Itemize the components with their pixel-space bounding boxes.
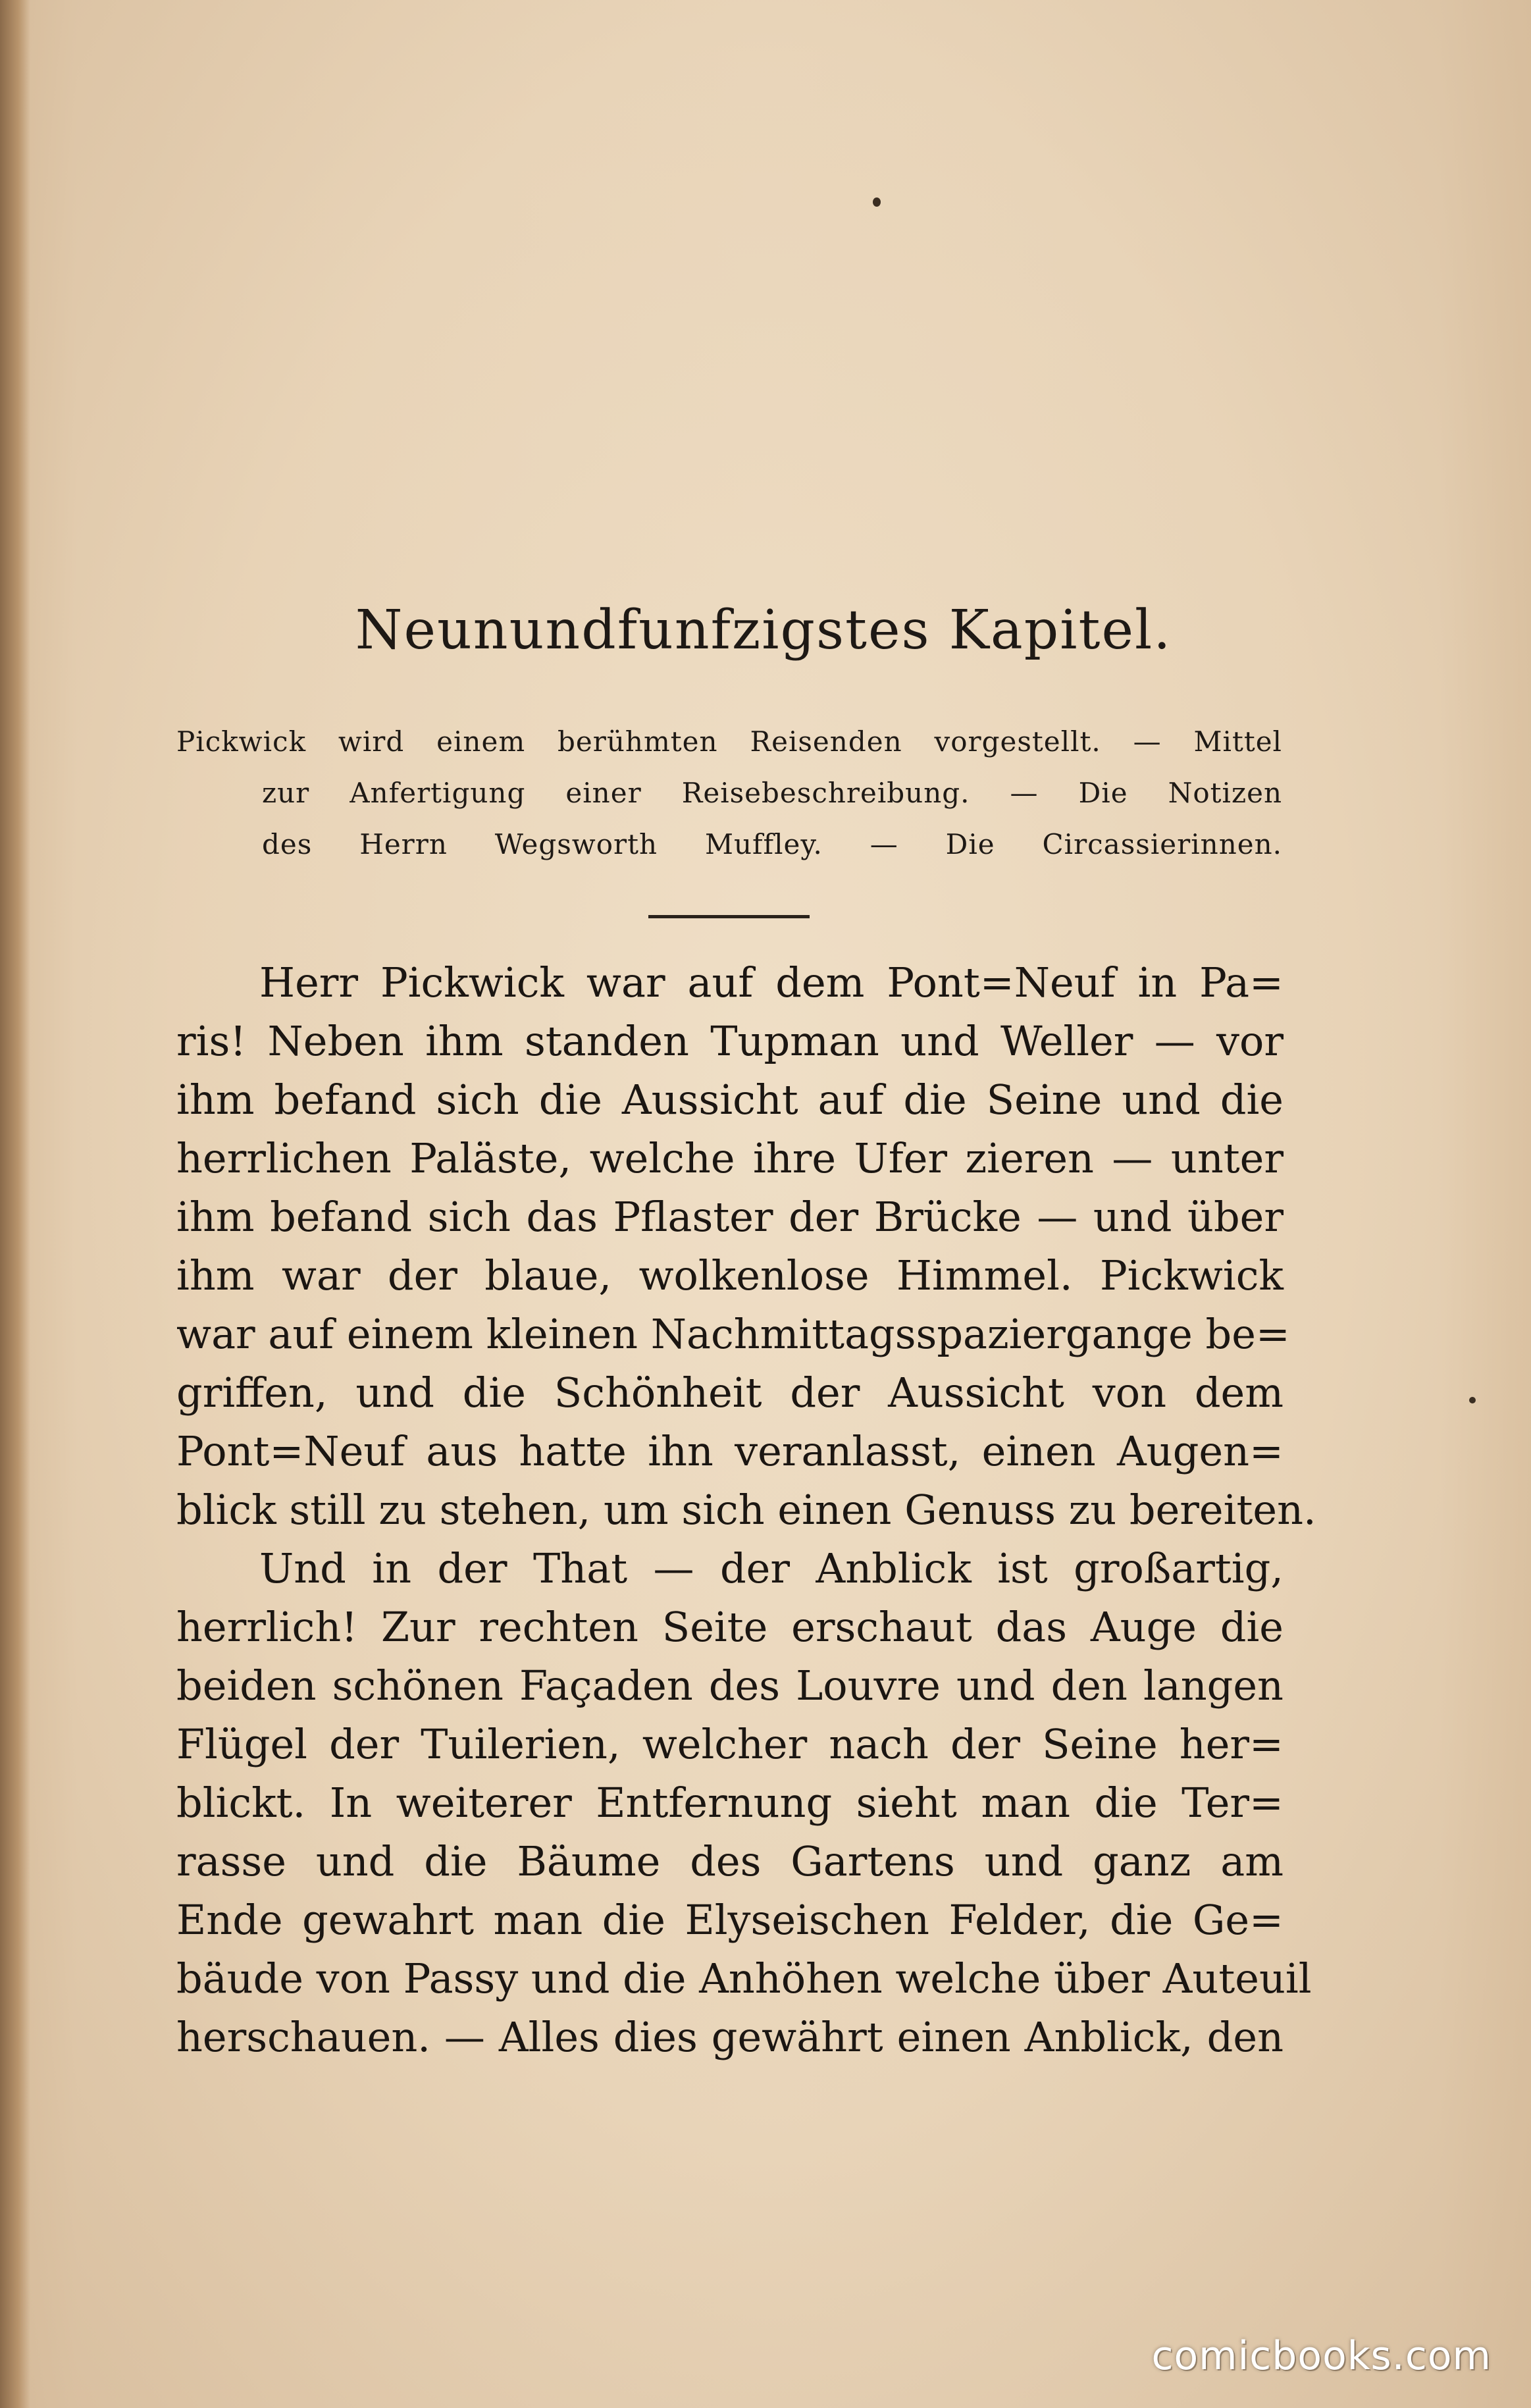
text-line: Pont=Neuf aus hatte ihn veranlasst, einen Augen= [176,1427,1284,1475]
text-line: Ende gewahrt man die Elyseischen Felder, die Ge= [176,1896,1284,1944]
text-line: bäude von Passy und die Anhöhen welche über Auteuil [176,1954,1312,2002]
chapter-summary [176,716,1282,870]
text-line: ihm befand sich die Aussicht auf die Seine und die [176,1076,1284,1124]
text-line: ihm war der blaue, wolkenlose Himmel. Pickwick [176,1251,1284,1299]
text-line: herrlich! Zur rechten Seite erschaut das Auge die [176,1603,1284,1651]
text-line: Flügel der Tuilerien, welcher nach der Seine her= [176,1720,1284,1768]
text-line: blick still zu stehen, um sich einen Genuss zu bereiten. [176,1486,1316,1534]
page-gutter-edge [0,0,30,2408]
text-line: Herr Pickwick war auf dem Pont=Neuf in Pa= [259,958,1284,1007]
summary-line: Pickwick wird einem berühmten Reisenden vorgestellt. — Mittel [176,725,1282,758]
chapter-title: Neunundfunfzigstes Kapitel. [355,599,1172,662]
ink-speck [1469,1397,1476,1403]
watermark: comicbooks.com [1151,2333,1492,2379]
text-line: beiden schönen Façaden des Louvre und den langen [176,1662,1284,1710]
summary-line: des Herrn Wegsworth Muffley. — Die Circassierinnen. [262,828,1282,860]
text-line: Und in der That — der Anblick ist großartig, [259,1544,1284,1592]
text-line: blickt. In weiterer Entfernung sieht man die Ter= [176,1779,1284,1827]
text-line: herschauen. — Alles dies gewährt einen Anblick, den [176,2013,1284,2061]
text-line: war auf einem kleinen Nachmittagsspaziergange be= [176,1310,1290,1358]
text-line: ris! Neben ihm standen Tupman und Weller — vor [176,1017,1284,1065]
text-line: ihm befand sich das Pflaster der Brücke — und über [176,1193,1284,1241]
text-line: herrlichen Paläste, welche ihre Ufer zieren — unter [176,1134,1284,1182]
text-line: griffen, und die Schönheit der Aussicht von dem [176,1369,1284,1417]
text-line: rasse und die Bäume des Gartens und ganz am [176,1837,1284,1885]
summary-line: zur Anfertigung einer Reisebeschreibung. — Die Notizen [262,777,1282,809]
ink-speck [873,197,881,207]
body-text [176,953,1316,2066]
section-divider [648,915,810,918]
